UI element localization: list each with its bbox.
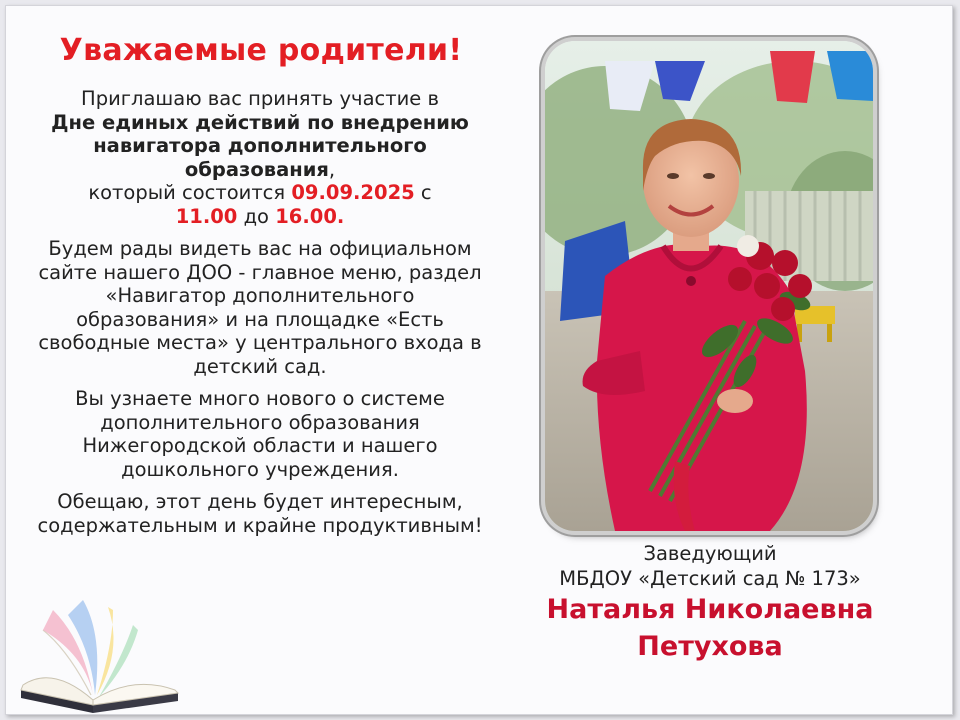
director-role: Заведующий (643, 542, 777, 565)
time-from: 11.00 (175, 204, 238, 228)
paragraph-website: Будем рады видеть вас на официальном сайте нашего ДОО - главное меню, раздел «Навигатор дополнительного образования» и на площадке «Есть свободные места» у центрального входа в детский сад. (38, 237, 482, 378)
signature-block (515, 541, 905, 665)
invitation-text (35, 87, 485, 546)
comma: , (328, 157, 336, 181)
director-name-line1: Наталья Николаевна (546, 594, 874, 625)
photo-illustration (545, 41, 873, 531)
slide-title: Уважаемые родители! (59, 33, 463, 68)
open-book-icon (13, 595, 183, 715)
paragraph-invitation (35, 87, 485, 228)
slide (5, 5, 953, 715)
to-word: до (243, 204, 269, 228)
invitation-line: Приглашаю вас принять участие в (81, 87, 439, 110)
event-when-text: который состоится (88, 181, 286, 204)
event-date: 09.09.2025 (291, 181, 415, 204)
time-to: 16.00. (275, 204, 345, 228)
organization-name: МБДОУ «Детский сад № 173» (559, 567, 861, 590)
director-name-line2: Петухова (637, 631, 783, 662)
from-word: с (420, 181, 432, 204)
paragraph-promise: Обещаю, этот день будет интересным, содержательным и крайне продуктивным! (37, 490, 483, 537)
event-name: Дне единых действий по внедрению навигатора дополнительного образования (51, 110, 469, 181)
paragraph-learn: Вы узнаете много нового о системе дополнительного образования Нижегородской области и нашего дошкольного учреждения. (75, 387, 445, 481)
director-photo (545, 41, 873, 531)
